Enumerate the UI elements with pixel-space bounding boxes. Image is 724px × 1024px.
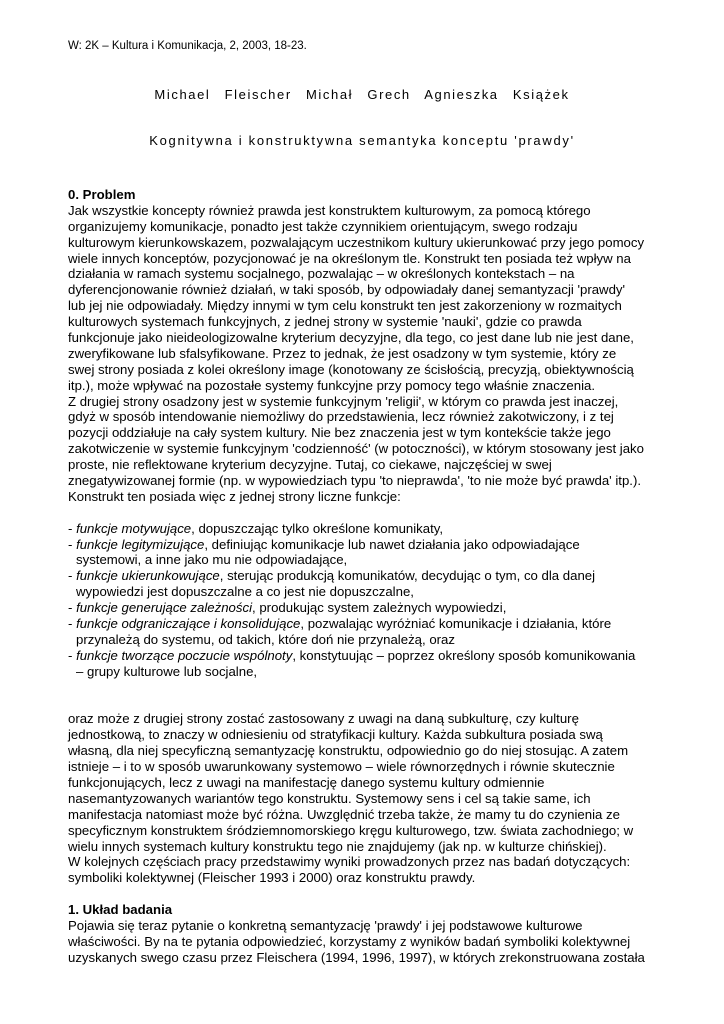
function-description: , sterując produkcją komunikatów, decydując o tym, co dla danej: [219, 568, 596, 584]
function-description: , definiując komunikacje lub nawet działania jako odpowiadające: [204, 536, 580, 552]
paragraph: [68, 203, 668, 505]
article-body: [68, 187, 668, 966]
text-line: uzyskanych swego czasu przez Fleischera (1994, 1996, 1997), w których zrekonstruowana została: [68, 949, 645, 965]
section-heading: 0. Problem: [68, 187, 136, 202]
authors-line: Michael Fleischer Michał Grech Agnieszka Książek: [154, 87, 570, 102]
text-line: wiele innych konceptów, pozycjonować je na określonym tle. Konstrukt ten posiada też wpływ na: [68, 250, 631, 266]
text-line: dyferencjonowanie również działań, w taki sposób, by odpowiadały danej semantyzacji 'prawdy': [68, 282, 626, 298]
function-term: funkcje odgraniczające i konsolidujące: [76, 616, 301, 632]
list-item-continuation: systemowi, a inne jako mu nie odpowiadające,: [76, 552, 348, 568]
functions-list: [68, 521, 668, 680]
list-item: - funkcje tworzące poczucie wspólnoty, konstytuując – poprzez określony sposób komunikowania: [68, 647, 636, 663]
text-line: nasemantyzowanych wariantów tego konstruktu. Systemowy sens i cel są takie same, ich: [68, 790, 591, 806]
article-title: Kognitywna i konstruktywna semantyka konceptu 'prawdy': [149, 133, 575, 148]
function-term: funkcje generujące zależności: [76, 600, 253, 616]
list-item: - funkcje generujące zależności, produkując system zależnych wypowiedzi,: [68, 600, 507, 616]
list-item-continuation: – grupy kulturowe lub socjalne,: [76, 663, 258, 679]
text-line: Jak wszystkie koncepty również prawda jest konstruktem kulturowym, za pomocą którego: [68, 202, 591, 218]
text-line: znegatywizowanej formie (np. w wypowiedziach typu 'to nieprawda', 'to nie może być prawda' itp.).: [68, 473, 642, 489]
list-item: - funkcje motywujące, dopuszczając tylko określone komunikaty,: [68, 520, 444, 536]
text-line: oraz może z drugiej strony zostać zastosowany z uwagi na daną subkulturę, czy kulturę: [68, 711, 579, 727]
text-line: Konstrukt ten posiada więc z jednej strony liczne funkcje:: [68, 488, 401, 504]
text-line: swej strony posiada z kolei określony image (konotowany ze ścisłością, precyzją, obiektywnością: [68, 361, 634, 377]
list-item: - funkcje ukierunkowujące, sterując produkcją komunikatów, decydując o tym, co dla danej: [68, 568, 596, 584]
text-line: proste, nie reflektowane kryterium decyzyjne. Tutaj, co ciekawe, najczęściej w swej: [68, 457, 552, 473]
text-line: właściwości. By na te pytania odpowiedzieć, korzystamy z wyników badań symboliki kolektywnej: [68, 933, 631, 949]
text-line: gdyż w sposób intendowanie niemożliwy do przedstawienia, lecz również zakotwiczony, i z tej: [68, 409, 614, 425]
text-line: wielu innych systemach kultury konstruktu tego nie znajdujemy (jak np. w kulturze chińskiej).: [68, 838, 607, 854]
text-line: własną, dla niej specyficzną semantyzację konstruktu, odpowiednio go do niej stosując. A zatem: [68, 743, 629, 759]
text-line: Z drugiej strony osadzony jest w systemie funkcyjnym 'religii', w którym co prawda jest inaczej,: [68, 393, 619, 409]
text-line: Pojawia się teraz pytanie o konkretną semantyzację 'prawdy' i jej podstawowe kulturowe: [68, 917, 583, 933]
text-line: itp.), może wpływać na pozostałe systemy funkcyjne przy pomocy tego właśnie znaczenia.: [68, 377, 596, 393]
list-item: - funkcje legitymizujące, definiując komunikacje lub nawet działania jako odpowiadające: [68, 536, 580, 552]
source-citation: W: 2K – Kultura i Komunikacja, 2, 2003, 18-23.: [68, 40, 307, 52]
function-term: funkcje motywujące: [76, 520, 192, 536]
list-item-continuation: przynależą do systemu, od takich, które doń nie przynależą, oraz: [76, 631, 455, 647]
text-line: jednostkową, to znaczy w odniesieniu od stratyfikacji kultury. Każda subkultura posiada swą: [68, 727, 603, 743]
paragraph: [68, 918, 668, 966]
function-description: , produkując system zależnych wypowiedzi,: [252, 600, 507, 616]
text-line: pozycji oddziałuje na cały system kultury. Nie bez znaczenia jest w tym kontekście także jego: [68, 425, 611, 441]
text-line: zakotwiczenie w systemie funkcyjnym 'codzienność' (w potoczności), w którym stosowany jest jako: [68, 441, 644, 457]
function-term: funkcje tworzące poczucie wspólnoty: [76, 647, 293, 663]
text-line: istnieje – i to w sposób uwarunkowany systemowo – wiele równorzędnych i równie skutecznie: [68, 759, 615, 775]
text-line: kulturowych systemach funkcyjnych, z jednej strony w systemie 'nauki', gdzie co prawda: [68, 314, 582, 330]
text-line: funkcjonuje jako nieideologizowalne kryterium decyzyjne, dla tego, co jest dane lub nie jest dane,: [68, 330, 634, 346]
text-line: funkcjonujących, lecz z uwagi na manifestację danego systemu kultury odmiennie: [68, 774, 545, 790]
text-line: lub jej nie odpowiadały. Między innymi w tym celu konstrukt ten jest zakorzeniony w rozmaitych: [68, 298, 622, 314]
paragraph: [68, 711, 668, 886]
text-line: manifestacja natomiast może być różna. Uwzględnić trzeba także, że mamy tu do czynienia ze: [68, 806, 620, 822]
section-heading: 1. Układ badania: [68, 902, 173, 918]
text-line: zweryfikowane lub sfalsyfikowane. Przez to jednak, że jest osadzony w tym systemie, który ze: [68, 345, 617, 361]
text-line: organizujemy komunikacje, ponadto jest także czynnikiem orientującym, swego rodzaju: [68, 218, 578, 234]
text-line: kulturowym kierunkowskazem, pozwalającym uczestnikom kultury ukierunkować przy jego pomocy: [68, 234, 645, 250]
list-item-continuation: wypowiedzi jest dopuszczalne a co jest nie dopuszczalne,: [76, 584, 414, 600]
function-description: , konstytuując – poprzez określony sposób komunikowania: [292, 647, 636, 663]
text-line: działania w ramach systemu socjalnego, pozwalając – w określonych kontekstach – na: [68, 266, 575, 282]
text-line: specyficznym konstruktem śródziemnomorskiego kręgu kulturowego, tzw. świata zachodniego; w: [68, 822, 634, 838]
function-term: funkcje legitymizujące: [76, 536, 205, 552]
text-line: symboliki kolektywnej (Fleischer 1993 i 2000) oraz konstruktu prawdy.: [68, 870, 476, 886]
function-description: , dopuszczając tylko określone komunikaty,: [191, 520, 444, 536]
list-item: - funkcje odgraniczające i konsolidujące, pozwalając wyróżniać komunikacje i działania, które: [68, 616, 612, 632]
function-term: funkcje ukierunkowujące: [76, 568, 220, 584]
text-line: W kolejnych częściach pracy przedstawimy wyniki prowadzonych przez nas badań dotyczących:: [68, 854, 631, 870]
function-description: , pozwalając wyróżniać komunikacje i działania, które: [300, 616, 612, 632]
